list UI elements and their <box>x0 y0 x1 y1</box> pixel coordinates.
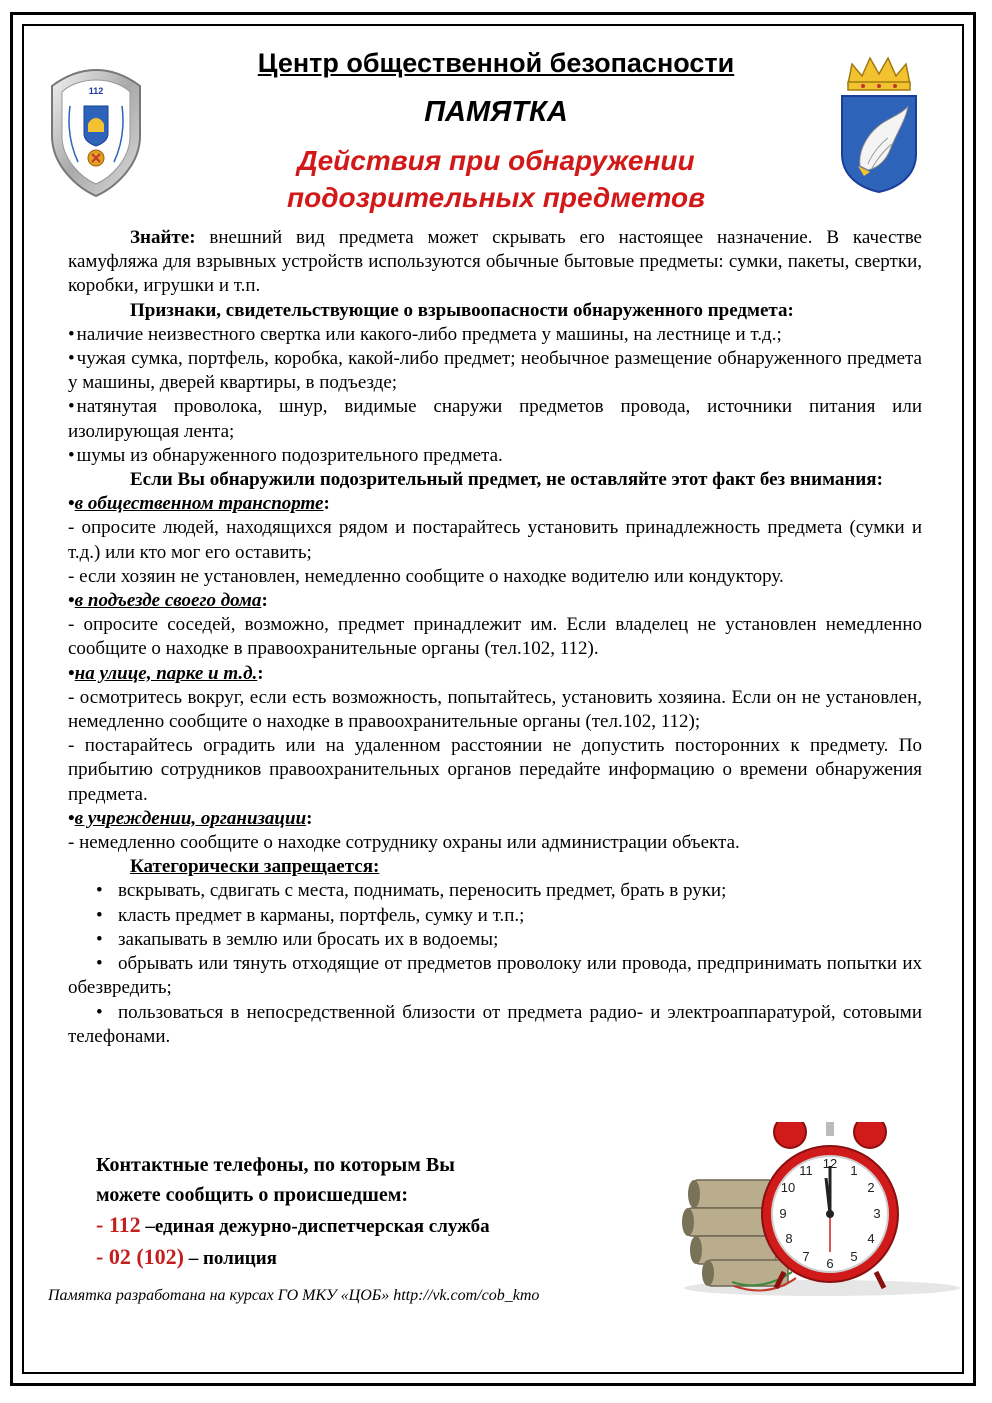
if-found-heading: Если Вы обнаружили подозрительный предмет, не оставляйте этот факт без внимания: <box>130 469 883 491</box>
alarm-clock-bomb-icon <box>672 1122 964 1298</box>
organization-title: Центр общественной безопасности <box>257 48 735 78</box>
svg-text:11: 11 <box>799 1163 813 1178</box>
contacts-heading-line: можете сообщить о происшедшем: <box>96 1184 409 1206</box>
intro-label: Знайте: <box>130 227 196 248</box>
svg-text:5: 5 <box>850 1249 858 1264</box>
emblem-number: 112 <box>88 86 104 96</box>
instruction-line: - немедленно сообщите о находке сотруднику охраны или администрации объекта. <box>68 832 740 854</box>
location-title: в учреждении, организации <box>74 807 307 829</box>
instruction-line: - осмотритесь вокруг, если есть возможность, попытайтесь, установить хозяина. Если он не установлен, немедленно сообщите о находке в правоохранительные органы (тел.102, 112); <box>68 686 922 733</box>
prohibited-item: • закапывать в землю или бросать их в водоемы; <box>68 928 922 952</box>
prohibited-heading-row <box>68 855 922 879</box>
subtitle-line: Действия при обнаружении <box>297 145 695 176</box>
prohibited-list <box>68 879 922 1048</box>
signs-item: • наличие неизвестного свертка или какого-либо предмета у машины, на лестнице и т.д.; <box>68 323 922 347</box>
svg-text:8: 8 <box>785 1231 793 1246</box>
subtitle-line: подозрительных предметов <box>286 182 706 213</box>
svg-text:10: 10 <box>780 1180 796 1195</box>
location-title: в подъезде своего дома <box>74 590 262 612</box>
phone-label: – полиция <box>183 1248 277 1269</box>
document-subtitle <box>0 142 992 216</box>
location-entrance: •в подъезде своего дома: <box>68 590 268 612</box>
location-title: на улице, парке и т.д. <box>74 662 258 684</box>
footer-note: Памятка разработана на курсах ГО МКУ «ЦОБ» http://vk.com/cob_kmo <box>48 1287 540 1304</box>
intro-paragraph <box>68 226 922 299</box>
svg-text:7: 7 <box>802 1249 810 1264</box>
instruction-line: - опросите людей, находящихся рядом и постарайтесь установить принадлежность предмета (сумки и т.д.) или кто мог его оставить; <box>68 517 922 563</box>
memo-body <box>68 226 922 1049</box>
svg-text:12: 12 <box>822 1156 838 1171</box>
prohibited-item: • вскрывать, сдвигать с места, поднимать, переносить предмет, брать в руки; <box>68 879 922 903</box>
document-type-title: ПАМЯТКА <box>424 96 568 128</box>
location-street: •на улице, парке и т.д.: <box>68 662 264 684</box>
location-institution: •в учреждении, организации: <box>68 807 313 829</box>
prohibited-item: • обрывать или тянуть отходящие от предметов проволоку или провода, предпринимать попытки их обезвредить; <box>68 952 922 1000</box>
signs-heading: Признаки, свидетельствующие о взрывоопасности обнаруженного предмета: <box>130 299 794 321</box>
svg-text:4: 4 <box>867 1231 875 1246</box>
svg-text:1: 1 <box>850 1163 858 1178</box>
signs-item: • шумы из обнаруженного подозрительного предмета. <box>68 444 922 468</box>
signs-item: • натянутая проволока, шнур, видимые снаружи предметов провода, источники питания или изолирующая лента; <box>68 395 922 443</box>
phone-102-row <box>96 1242 490 1274</box>
phone-112-row <box>96 1210 490 1242</box>
svg-text:6: 6 <box>826 1256 834 1271</box>
contacts-block <box>96 1150 490 1274</box>
location-title: в общественном транспорте <box>74 493 324 515</box>
contacts-heading-line: Контактные телефоны, по которым Вы <box>96 1154 455 1176</box>
signs-item: • чужая сумка, портфель, коробка, какой-либо предмет; необычное размещение обнаруженного предмета у машины, дверей квартиры, в подъезде; <box>68 347 922 395</box>
prohibited-item: • класть предмет в карманы, портфель, сумку и т.п.; <box>68 904 922 928</box>
phone-number: - 112 <box>96 1212 141 1237</box>
location-transport: •в общественном транспорте: <box>68 493 330 515</box>
instruction-line: - если хозяин не установлен, немедленно сообщите о находке водителю или кондуктору. <box>68 565 784 587</box>
phone-label: –единая дежурно-диспетчерская служба <box>140 1216 490 1237</box>
svg-text:9: 9 <box>779 1206 787 1221</box>
phone-number: - 02 (102) <box>96 1244 184 1269</box>
prohibited-item: • пользоваться в непосредственной близости от предмета радио- и электроаппаратурой, сотовыми телефонами. <box>68 1001 922 1049</box>
svg-text:3: 3 <box>873 1206 881 1221</box>
instruction-line: - постарайтесь оградить или на удаленном расстоянии не допустить посторонних к предмету. По прибытию сотрудников правоохранительных органов передайте информацию о времени обнаружения предмета. <box>68 735 922 805</box>
intro-text: внешний вид предмета может скрывать его настоящее назначение. В качестве камуфляжа для взрывных устройств используются обычные бытовые предметы: сумки, пакеты, свертки, коробки, игрушки и т.п. <box>68 227 922 297</box>
svg-text:2: 2 <box>867 1180 875 1195</box>
prohibited-heading: Категорически запрещается: <box>130 856 380 878</box>
instruction-line: - опросите соседей, возможно, предмет принадлежит им. Если владелец не установлен немедленно сообщите о находке в правоохранительные органы (тел.102, 112). <box>68 614 922 660</box>
